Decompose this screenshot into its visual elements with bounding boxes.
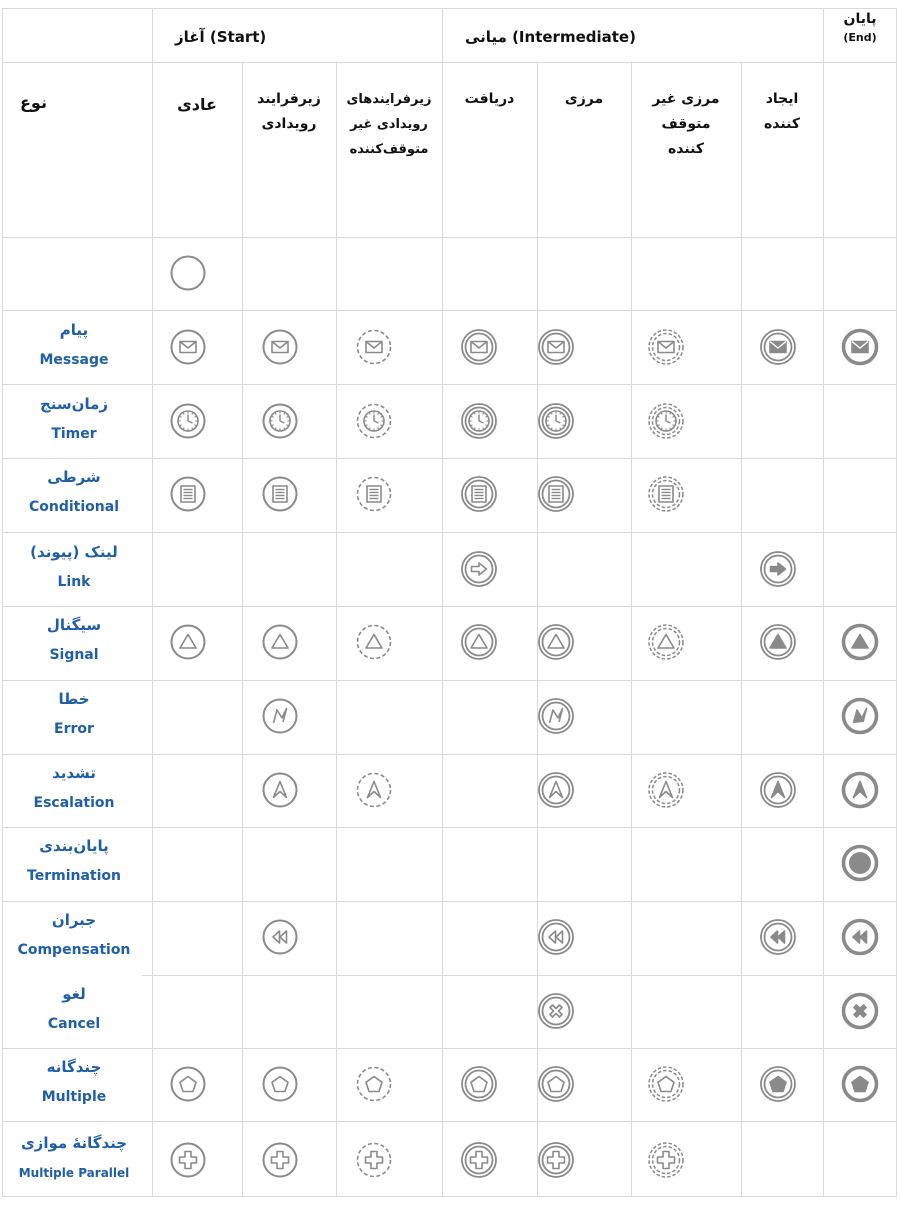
column-header-line: زیرفرایند	[257, 91, 321, 107]
row-label-compensation	[0, 909, 148, 961]
row-label-persian: پایان‌بندی	[39, 837, 109, 855]
row-label-english: Link	[57, 574, 91, 590]
multiple-start-event-icon	[168, 1064, 208, 1104]
column-header-line: ایجاد	[765, 91, 799, 107]
cancel-inter-event-icon	[536, 991, 576, 1031]
escalation-inter-nonint-event-icon	[646, 770, 686, 810]
message-inter-event-icon	[459, 327, 499, 367]
column-header-boundary_noninterrupting	[631, 87, 741, 162]
compensation-end-throw-event-icon	[840, 917, 880, 957]
row-label-persian: لینک (پیوند)	[30, 543, 118, 561]
message-start-event-icon	[260, 327, 300, 367]
row-label-message	[0, 319, 148, 371]
signal-inter-event-icon	[459, 622, 499, 662]
signal-end-throw-event-icon	[840, 622, 880, 662]
multiple-start-event-icon	[260, 1064, 300, 1104]
row-label-persian: چندگانه	[46, 1058, 102, 1076]
row-label-english: Error	[54, 721, 94, 737]
column-header-normal	[152, 92, 242, 117]
row-label-link	[0, 541, 148, 593]
column-header-line: رویدادی	[261, 116, 317, 132]
escalation-start-nonint-event-icon	[354, 770, 394, 810]
column-header-catching	[442, 87, 537, 112]
multiple-inter-throw-event-icon	[758, 1064, 798, 1104]
end-group-sublabel: (End)	[843, 31, 877, 44]
row-label-escalation	[0, 762, 148, 814]
row-label-english: Timer	[51, 426, 97, 442]
conditional-inter-nonint-event-icon	[646, 474, 686, 514]
terminate-end-throw-event-icon	[840, 843, 880, 883]
escalation-inter-throw-event-icon	[758, 770, 798, 810]
escalation-end-throw-event-icon	[840, 770, 880, 810]
column-header-line: متوقف	[661, 116, 711, 132]
signal-start-event-icon	[168, 622, 208, 662]
timer-start-event-icon	[168, 401, 208, 441]
parallel-start-event-icon	[168, 1140, 208, 1180]
multiple-inter-event-icon	[459, 1064, 499, 1104]
multiple-end-throw-event-icon	[840, 1064, 880, 1104]
multiple-inter-nonint-event-icon	[646, 1064, 686, 1104]
signal-inter-throw-event-icon	[758, 622, 798, 662]
row-label-persian: جبران	[51, 911, 97, 929]
error-end-throw-event-icon	[840, 696, 880, 736]
message-inter-throw-event-icon	[758, 327, 798, 367]
parallel-start-nonint-event-icon	[354, 1140, 394, 1180]
row-label-persian: لغو	[62, 985, 86, 1003]
message-start-nonint-event-icon	[354, 327, 394, 367]
row-label-english: Multiple	[41, 1089, 107, 1105]
link-inter-throw-event-icon	[758, 549, 798, 589]
conditional-inter-event-icon	[536, 474, 576, 514]
column-header-line: کننده	[764, 116, 800, 132]
cancel-end-throw-event-icon	[840, 991, 880, 1031]
multiple-start-nonint-event-icon	[354, 1064, 394, 1104]
column-header-line: مرزی	[564, 91, 604, 107]
timer-start-nonint-event-icon	[354, 401, 394, 441]
column-header-boundary	[537, 87, 631, 112]
timer-inter-event-icon	[459, 401, 499, 441]
link-inter-event-icon	[459, 549, 499, 589]
row-label-persian: تشدید	[52, 764, 96, 782]
row-label-english: Message	[39, 352, 109, 368]
row-label-cancel	[0, 983, 148, 1035]
escalation-start-event-icon	[260, 770, 300, 810]
message-start-event-icon	[168, 327, 208, 367]
compensation-inter-event-icon	[536, 917, 576, 957]
row-label-persian: چندگانهٔ موازی	[20, 1134, 128, 1152]
end-group-header	[826, 8, 894, 46]
multiple-inter-event-icon	[536, 1064, 576, 1104]
column-header-line: کننده	[668, 141, 704, 157]
parallel-inter-event-icon	[536, 1140, 576, 1180]
intermediate-group-header: میانی (Intermediate)	[465, 28, 636, 46]
timer-inter-event-icon	[536, 401, 576, 441]
column-header-line: عادی	[177, 95, 217, 114]
row-label-english: Compensation	[17, 942, 131, 958]
conditional-start-nonint-event-icon	[354, 474, 394, 514]
column-header-line: متوقف‌کننده	[349, 142, 429, 157]
timer-inter-nonint-event-icon	[646, 401, 686, 441]
row-label-english: Escalation	[33, 795, 115, 811]
timer-start-event-icon	[260, 401, 300, 441]
message-inter-event-icon	[536, 327, 576, 367]
row-label-conditional	[0, 466, 148, 518]
parallel-start-event-icon	[260, 1140, 300, 1180]
escalation-inter-event-icon	[536, 770, 576, 810]
column-header-line: زیرفرایندهای	[346, 92, 432, 107]
signal-start-event-icon	[260, 622, 300, 662]
signal-inter-event-icon	[536, 622, 576, 662]
row-label-signal	[0, 614, 148, 666]
compensation-start-event-icon	[260, 917, 300, 957]
row-label-parallel	[0, 1132, 148, 1184]
row-label-english: Cancel	[47, 1016, 101, 1032]
signal-start-nonint-event-icon	[354, 622, 394, 662]
row-label-multiple	[0, 1056, 148, 1108]
start-group-header: آغاز (Start)	[175, 28, 267, 46]
column-header-line: رویدادی غیر	[350, 117, 428, 132]
message-end-throw-event-icon	[840, 327, 880, 367]
error-start-event-icon	[260, 696, 300, 736]
row-label-persian: خطا	[58, 690, 90, 708]
parallel-inter-event-icon	[459, 1140, 499, 1180]
column-header-event_sub	[242, 87, 336, 137]
signal-inter-nonint-event-icon	[646, 622, 686, 662]
row-label-english: Termination	[27, 868, 121, 884]
row-label-english: Signal	[49, 647, 99, 663]
conditional-start-event-icon	[168, 474, 208, 514]
error-inter-event-icon	[536, 696, 576, 736]
row-label-error	[0, 688, 148, 740]
type-header: نوع	[20, 93, 47, 112]
row-label-persian: پیام	[59, 321, 89, 339]
message-inter-nonint-event-icon	[646, 327, 686, 367]
row-label-english: Multiple Parallel	[18, 1166, 130, 1180]
column-header-line: مرزی غیر	[652, 91, 720, 107]
row-label-persian: شرطی	[47, 468, 101, 486]
row-label-timer	[0, 393, 148, 445]
compensation-inter-throw-event-icon	[758, 917, 798, 957]
row-label-terminate	[0, 835, 148, 887]
row-label-english: Conditional	[28, 499, 119, 515]
column-header-event_sub_noninterrupting	[336, 87, 442, 162]
column-header-line: دریافت	[464, 91, 515, 107]
none-start-event-icon	[168, 253, 208, 293]
row-label-persian: سیگنال	[46, 616, 102, 634]
column-header-throwing	[741, 87, 823, 137]
row-label-persian: زمان‌سنج	[39, 395, 109, 413]
parallel-inter-nonint-event-icon	[646, 1140, 686, 1180]
conditional-inter-event-icon	[459, 474, 499, 514]
conditional-start-event-icon	[260, 474, 300, 514]
end-group-label: پایان	[843, 11, 877, 27]
